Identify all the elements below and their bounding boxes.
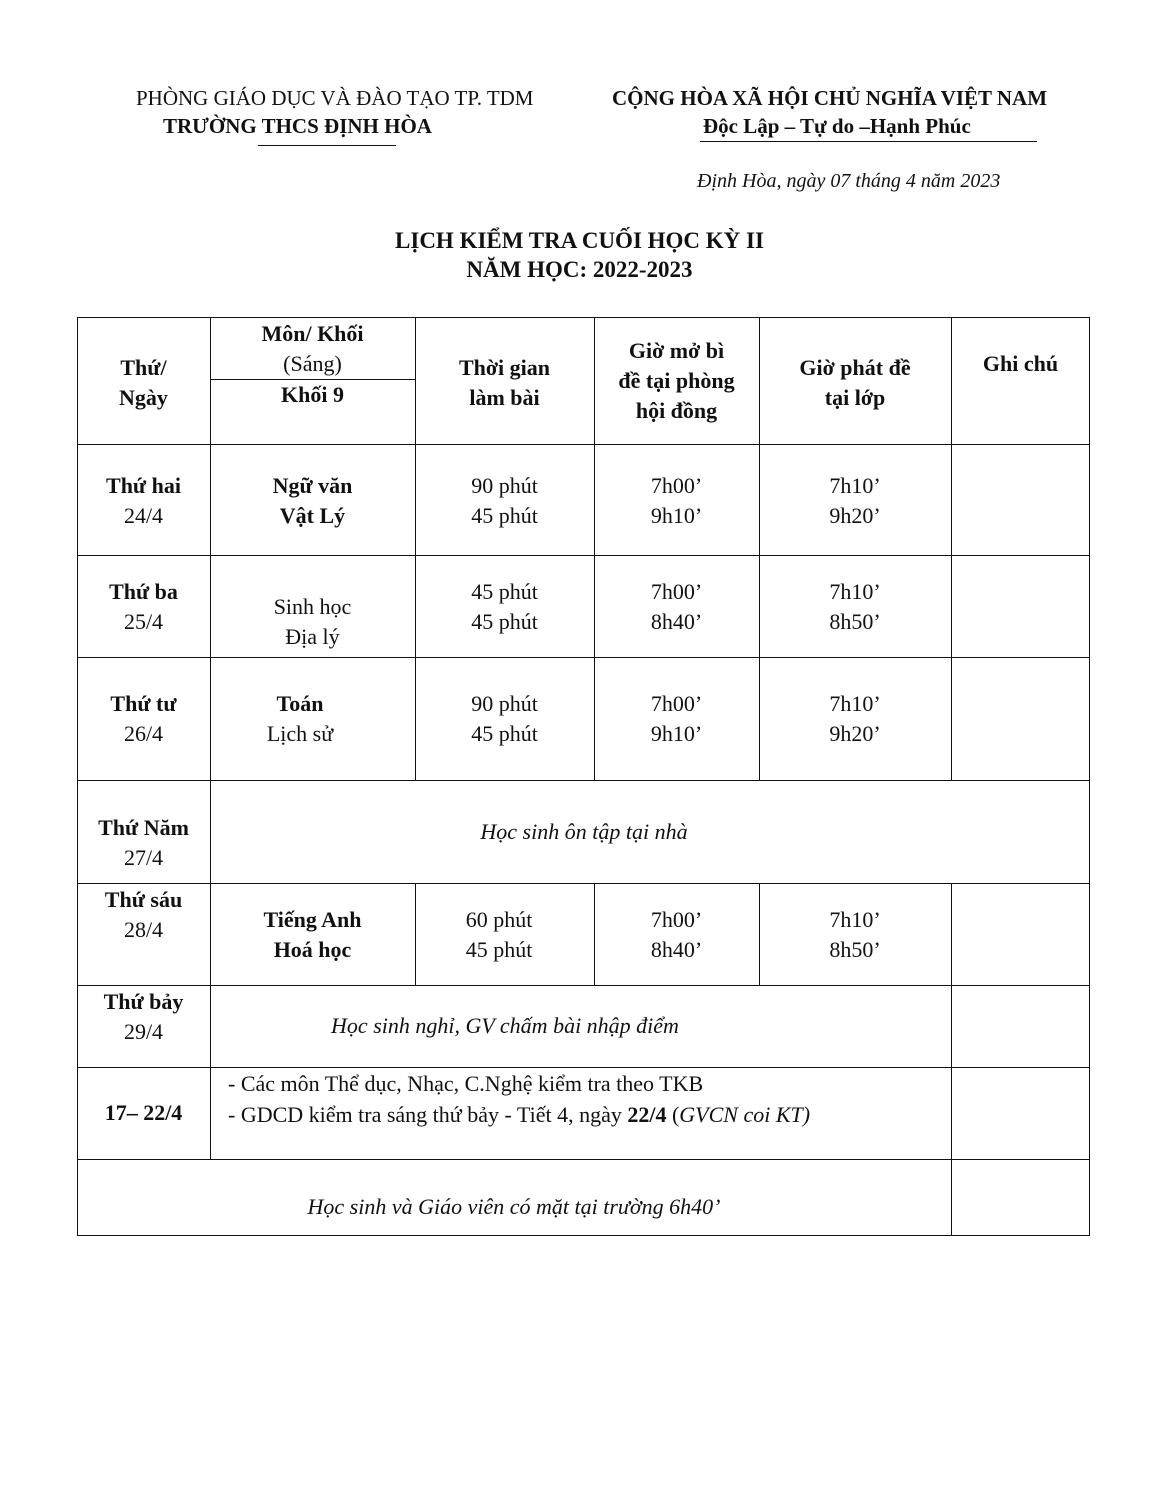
- col-divider: [951, 317, 952, 780]
- header-grade: Khối 9: [281, 382, 344, 407]
- handout-time-cell: 7h10’ 8h50’: [829, 907, 881, 962]
- row-divider: [77, 657, 1090, 658]
- handout-time-cell: 7h10’ 9h20’: [829, 473, 881, 528]
- day-cell: Thứ sáu 28/4: [104, 887, 183, 942]
- subject-cell: Tiếng Anh Hoá học: [263, 907, 362, 962]
- special-line-2: - GDCD kiểm tra sáng thứ bảy - Tiết 4, ngày 22/4 (GVCN coi KT): [228, 1102, 811, 1127]
- handout-time-cell: 7h10’ 9h20’: [829, 691, 881, 746]
- republic-name: CỘNG HÒA XÃ HỘI CHỦ NGHĨA VIỆT NAM: [612, 86, 1048, 110]
- row-divider: [77, 555, 1090, 556]
- special-line-1: - Các môn Thể dục, Nhạc, C.Nghệ kiểm tra theo TKB: [228, 1071, 704, 1096]
- open-time-cell: 7h00’ 9h10’: [650, 473, 703, 528]
- day-range-cell: 17– 22/4: [104, 1100, 183, 1125]
- duration-cell: 90 phút 45 phút: [471, 691, 538, 746]
- subject-cell: Toán Lịch sử: [266, 691, 334, 746]
- header-duration: Thời gian làm bài: [458, 355, 551, 410]
- header-subject: Môn/ Khối (Sáng): [261, 320, 364, 376]
- merged-note-cell: Học sinh nghỉ, GV chấm bài nhập điểm: [331, 1013, 679, 1038]
- col-divider: [951, 883, 952, 1236]
- duration-cell: 45 phút 45 phút: [471, 579, 538, 634]
- dateline: Định Hòa, ngày 07 tháng 4 năm 2023: [697, 170, 1001, 192]
- row-divider: [77, 780, 1090, 781]
- row-divider: [77, 1159, 1090, 1160]
- day-cell: Thứ Năm 27/4: [98, 815, 189, 870]
- header-note: Ghi chú: [982, 351, 1059, 376]
- subject-cell: Ngữ văn Vật Lý: [272, 473, 353, 528]
- day-cell: Thứ bảy 29/4: [103, 989, 184, 1044]
- arrival-note: Học sinh và Giáo viên có mặt tại trường 6h40’: [307, 1194, 721, 1219]
- row-divider: [77, 1067, 1090, 1068]
- school-name: TRƯỜNG THCS ĐỊNH HÒA: [163, 114, 432, 138]
- header-handout-time: Giờ phát đề tại lớp: [799, 355, 911, 410]
- document-title: LỊCH KIỂM TRA CUỐI HỌC KỲ II: [395, 228, 764, 253]
- open-time-cell: 7h00’ 8h40’: [650, 907, 703, 962]
- handout-time-cell: 7h10’ 8h50’: [829, 579, 881, 634]
- day-cell: Thứ ba 25/4: [109, 579, 178, 634]
- motto-underline: [700, 141, 1037, 142]
- open-time-cell: 7h00’ 9h10’: [650, 691, 703, 746]
- subject-cell: Sinh học Địa lý: [273, 594, 352, 649]
- row-divider: [77, 985, 1090, 986]
- national-motto: Độc Lập – Tự do –Hạnh Phúc: [703, 114, 971, 138]
- header-day: Thứ/ Ngày: [119, 355, 168, 410]
- school-underline: [258, 145, 396, 146]
- open-time-cell: 7h00’ 8h40’: [650, 579, 703, 634]
- row-divider: [77, 444, 1090, 445]
- day-cell: Thứ tư 26/4: [110, 691, 177, 746]
- agency-name: PHÒNG GIÁO DỤC VÀ ĐÀO TẠO TP. TDM: [136, 86, 534, 110]
- duration-cell: 90 phút 45 phút: [471, 473, 538, 528]
- school-year: NĂM HỌC: 2022-2023: [466, 257, 693, 282]
- row-divider: [77, 883, 1090, 884]
- day-cell: Thứ hai 24/4: [106, 473, 181, 528]
- header-open-time: Giờ mở bì đề tại phòng hội đồng: [618, 338, 735, 423]
- duration-cell: 60 phút 45 phút: [465, 907, 533, 962]
- merged-note-cell: Học sinh ôn tập tại nhà: [480, 819, 688, 844]
